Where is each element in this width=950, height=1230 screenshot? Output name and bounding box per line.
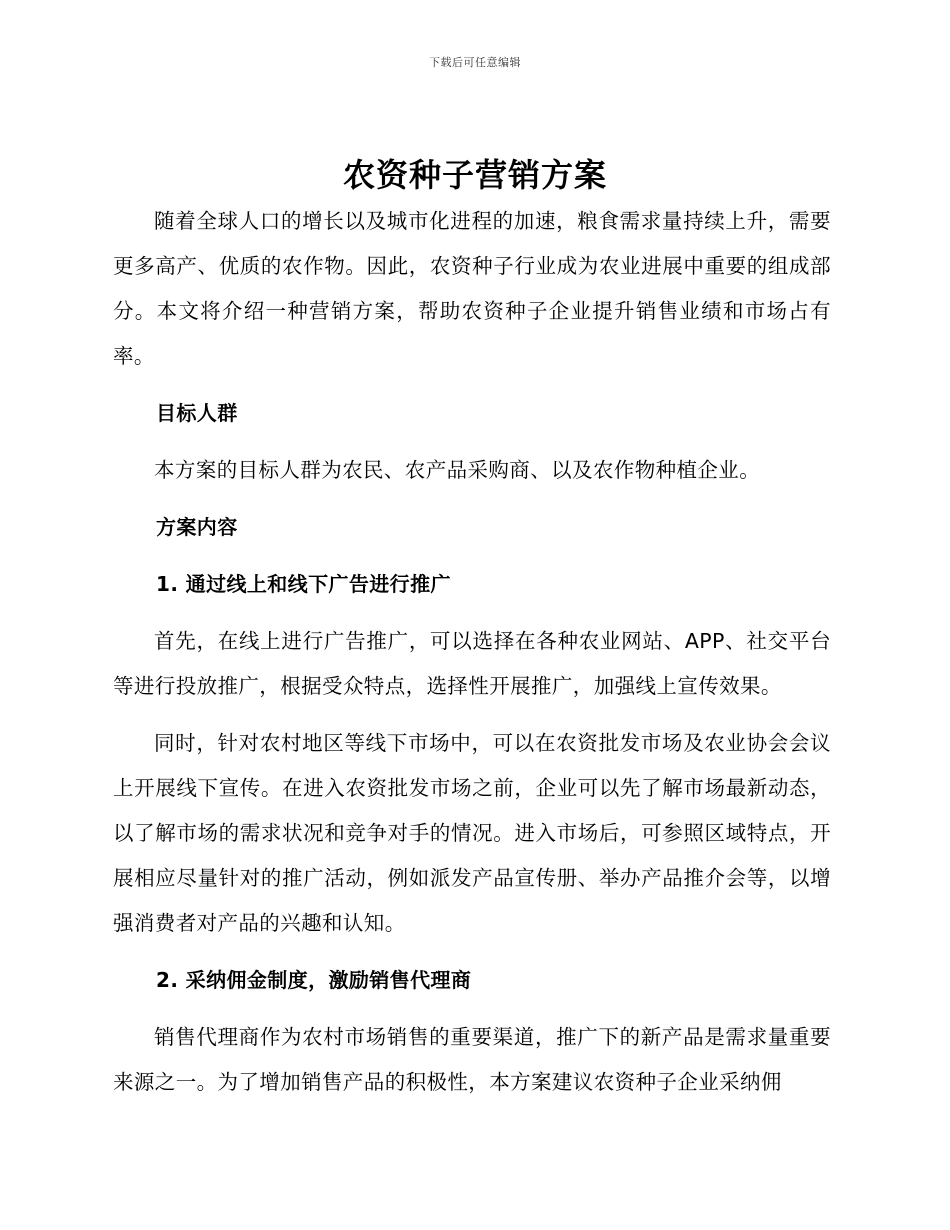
subsection-2-heading: 2. 采纳佣金制度，激励销售代理商 bbox=[156, 968, 472, 992]
subsection-2-paragraph-1: 销售代理商作为农村市场销售的重要渠道，推广下的新产品是需求量重要来源之一。为了增加销售产品的积极性，本方案建议农资种子企业采纳佣 bbox=[113, 1025, 831, 1094]
subsection-1-paragraph-2: 同时，针对农村地区等线下市场中，可以在农资批发市场及农业协会会议上开展线下宣传。在进入农资批发市场之前，企业可以先了解市场最新动态，以了解市场的需求状况和竞争对手的情况。进入市场后，可参照区域特点，开展相应尽量针对的推广活动，例如派发产品宣传册、举办产品推介会等，以增强消费者对产品的兴趣和认知。 bbox=[113, 731, 831, 935]
intro-paragraph: 随着全球人口的增长以及城市化进程的加速，粮食需求量持续上升，需要更多高产、优质的农作物。因此，农资种子行业成为农业进展中重要的组成部分。本文将介绍一种营销方案，帮助农资种子企业提升销售业绩和市场占有率。 bbox=[113, 209, 831, 368]
header-note: 下载后可任意编辑 bbox=[429, 56, 521, 69]
subsection-1-paragraph-1: 首先，在线上进行广告推广，可以选择在各种农业网站、APP、社交平台等进行投放推广，根据受众特点，选择性开展推广，加强线上宣传效果。 bbox=[113, 629, 831, 698]
target-audience-paragraph: 本方案的目标人群为农民、农产品采购商、以及农作物种植企业。 bbox=[154, 458, 761, 482]
document-body bbox=[113, 199, 831, 1105]
subsection-1-heading: 1. 通过线上和线下广告进行推广 bbox=[156, 572, 451, 596]
target-audience-heading: 目标人群 bbox=[156, 401, 238, 425]
plan-content-heading: 方案内容 bbox=[156, 515, 238, 539]
document-title: 农资种子营销方案 bbox=[342, 156, 607, 194]
